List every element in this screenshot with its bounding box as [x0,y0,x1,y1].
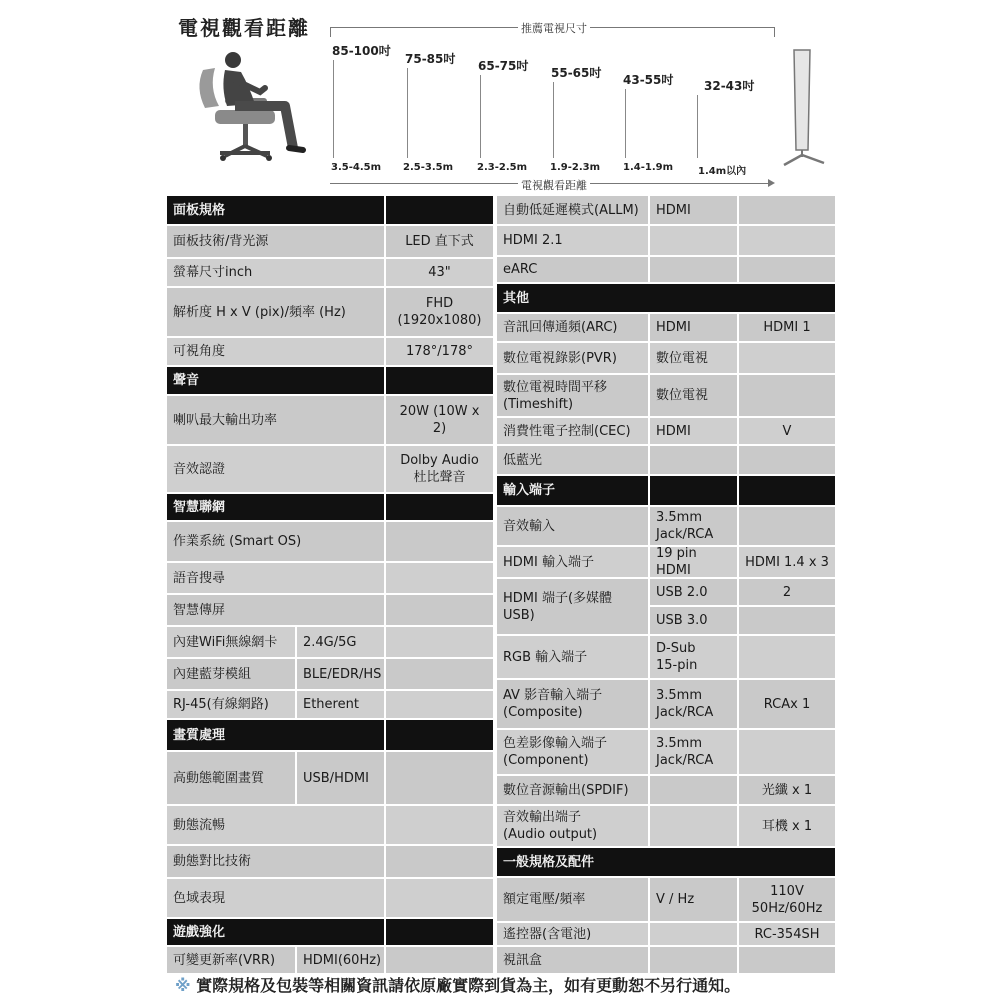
remote-col1 [650,923,737,945]
spdif-col2: 光纖 x 1 [739,776,835,804]
arc-col1: HDMI [650,314,737,341]
section-smart-header-fill [386,494,493,520]
earc-col2 [739,257,835,282]
rgb-input-col1: D-Sub 15-pin [650,636,737,678]
hdr-label: 高動態範圍畫質 [167,752,295,804]
video-box-col1 [650,947,737,973]
size-label-5: 43-55吋 [623,73,674,87]
video-box-label: 視訊盒 [497,947,648,973]
hdr-empty [386,752,493,804]
cec-col1: HDMI [650,418,737,444]
rj45-value: Etherent [297,691,384,718]
page-title: 電視觀看距離 [178,16,310,40]
view-angle-label: 可視角度 [167,338,384,365]
av-input-col1: 3.5mm Jack/RCA [650,680,737,728]
section-input-header: 輸入端子 [497,476,648,505]
section-smart-header: 智慧聯網 [167,494,384,520]
video-box-col2 [739,947,835,973]
allm-col2 [739,196,835,224]
hdmi-input-col1: 19 pin HDMI [650,547,737,577]
section-panel-header: 面板規格 [167,196,384,224]
component-input-label: 色差影像輸入端子 (Component) [497,730,648,774]
size-label-6: 32-43吋 [704,79,755,93]
low-blue-light-label: 低藍光 [497,446,648,474]
wifi-empty [386,627,493,657]
audio-output-label: 音效輸出端子 (Audio output) [497,806,648,846]
low-blue-light-col2 [739,446,835,474]
bluetooth-empty [386,659,493,689]
cec-label: 消費性電子控制(CEC) [497,418,648,444]
hdmi21-col2 [739,226,835,255]
section-audio-header: 聲音 [167,367,384,394]
earc-label: eARC [497,257,648,282]
distance-label-3: 2.3-2.5m [477,162,527,173]
view-angle-value: 178°/178° [386,338,493,365]
audio-input-col1: 3.5mm Jack/RCA [650,507,737,545]
hdmi21-label: HDMI 2.1 [497,226,648,255]
size-label-3: 65-75吋 [478,59,529,73]
vrr-value: HDMI(60Hz) [297,947,384,973]
size-label-2: 75-85吋 [405,52,456,66]
spdif-label: 數位音源輸出(SPDIF) [497,776,648,804]
os-value [386,522,493,561]
spdif-col1 [650,776,737,804]
earc-col1 [650,257,737,282]
screen-size-label: 螢幕尺寸inch [167,259,384,286]
audio-cert-label: 音效認證 [167,446,384,492]
distance-label-2: 2.5-3.5m [403,162,453,173]
section-general-header: 一般規格及配件 [497,848,835,876]
voltage-col1: V / Hz [650,878,737,921]
contrast-value [386,846,493,877]
panel-tech-label: 面板技術/背光源 [167,226,384,257]
contrast-label: 動態對比技術 [167,846,384,877]
top-arrow-right-tick [774,27,775,37]
distance-marker-5 [625,89,626,158]
section-audio-header-fill [386,367,493,394]
bottom-arrow-label: 電視觀看距離 [518,177,590,193]
os-label: 作業系統 (Smart OS) [167,522,384,561]
smart-cast-value [386,595,493,625]
remote-label: 遙控器(含電池) [497,923,648,945]
pvr-col1: 數位電視 [650,343,737,373]
allm-col1: HDMI [650,196,737,224]
hdmi-media-label: HDMI 端子(多媒體USB) [497,579,648,634]
footnote-star-icon: ※ [175,976,191,995]
motion-label: 動態流暢 [167,806,384,844]
voltage-col2: 110V 50Hz/60Hz [739,878,835,921]
low-blue-light-col1 [650,446,737,474]
arc-label: 音訊回傳通頻(ARC) [497,314,648,341]
audio-output-col2: 耳機 x 1 [739,806,835,846]
distance-marker-2 [407,68,408,158]
audio-output-col1 [650,806,737,846]
pvr-col2 [739,343,835,373]
hdmi21-col1 [650,226,737,255]
usb3-col1: USB 3.0 [650,607,737,634]
motion-value [386,806,493,844]
section-input-header-fill-1 [650,476,737,505]
speaker-output-value: 20W (10W x 2) [386,396,493,444]
wifi-value: 2.4G/5G [297,627,384,657]
audio-input-col2 [739,507,835,545]
distance-marker-6 [697,95,698,158]
resolution-label: 解析度 H x V (pix)/頻率 (Hz) [167,288,384,336]
usb2-col2: 2 [739,579,835,605]
audio-cert-value: Dolby Audio 杜比聲音 [386,446,493,492]
wifi-label: 內建WiFi無線網卡 [167,627,295,657]
rgb-input-col2 [739,636,835,678]
timeshift-col2 [739,375,835,416]
av-input-label: AV 影音輸入端子 (Composite) [497,680,648,728]
resolution-value: FHD (1920x1080) [386,288,493,336]
gamut-label: 色域表現 [167,879,384,917]
person-in-chair-icon [185,48,325,163]
gamut-value [386,879,493,917]
audio-input-label: 音效輸入 [497,507,648,545]
distance-marker-4 [553,82,554,158]
speaker-output-label: 喇叭最大輸出功率 [167,396,384,444]
voltage-label: 額定電壓/頻率 [497,878,648,921]
tv-side-icon [780,45,830,170]
distance-marker-1 [333,60,334,158]
size-label-1: 85-100吋 [332,44,391,58]
section-other-header: 其他 [497,284,835,312]
smart-cast-label: 智慧傳屏 [167,595,384,625]
section-picture-header-fill [386,720,493,750]
footnote-text: 實際規格及包裝等相關資訊請依原廠實際到貨為主，如有更動恕不另行通知。 [196,976,741,995]
usb2-col1: USB 2.0 [650,579,737,605]
section-game-header-fill [386,919,493,945]
rgb-input-label: RGB 輸入端子 [497,636,648,678]
top-arrow-label: 推薦電視尺寸 [518,20,590,36]
bottom-arrow-head-icon [768,179,775,187]
component-input-col2 [739,730,835,774]
allm-label: 自動低延遲模式(ALLM) [497,196,648,224]
rj45-label: RJ-45(有線網路) [167,691,295,718]
section-input-header-fill-2 [739,476,835,505]
av-input-col2: RCAx 1 [739,680,835,728]
hdr-value: USB/HDMI [297,752,384,804]
rj45-empty [386,691,493,718]
hdmi-input-label: HDMI 輸入端子 [497,547,648,577]
bluetooth-value: BLE/EDR/HS [297,659,384,689]
distance-marker-3 [480,75,481,158]
panel-tech-value: LED 直下式 [386,226,493,257]
distance-label-1: 3.5-4.5m [331,162,381,173]
footnote [175,973,740,996]
voice-search-value [386,563,493,593]
vrr-empty [386,947,493,973]
top-arrow-left-tick [330,27,331,37]
pvr-label: 數位電視錄影(PVR) [497,343,648,373]
screen-size-value: 43" [386,259,493,286]
vrr-label: 可變更新率(VRR) [167,947,295,973]
section-picture-header: 畫質處理 [167,720,384,750]
voice-search-label: 語音搜尋 [167,563,384,593]
arc-col2: HDMI 1 [739,314,835,341]
component-input-col1: 3.5mm Jack/RCA [650,730,737,774]
section-game-header: 遊戲強化 [167,919,384,945]
distance-label-6: 1.4m以內 [698,166,747,177]
distance-label-5: 1.4-1.9m [623,162,673,173]
hdmi-input-col2: HDMI 1.4 x 3 [739,547,835,577]
cec-col2: V [739,418,835,444]
section-panel-header-fill [386,196,493,224]
bluetooth-label: 內建藍芽模組 [167,659,295,689]
distance-label-4: 1.9-2.3m [550,162,600,173]
size-label-4: 55-65吋 [551,66,602,80]
remote-col2: RC-354SH [739,923,835,945]
timeshift-col1: 數位電視 [650,375,737,416]
usb3-col2 [739,607,835,634]
timeshift-label: 數位電視時間平移 (Timeshift) [497,375,648,416]
